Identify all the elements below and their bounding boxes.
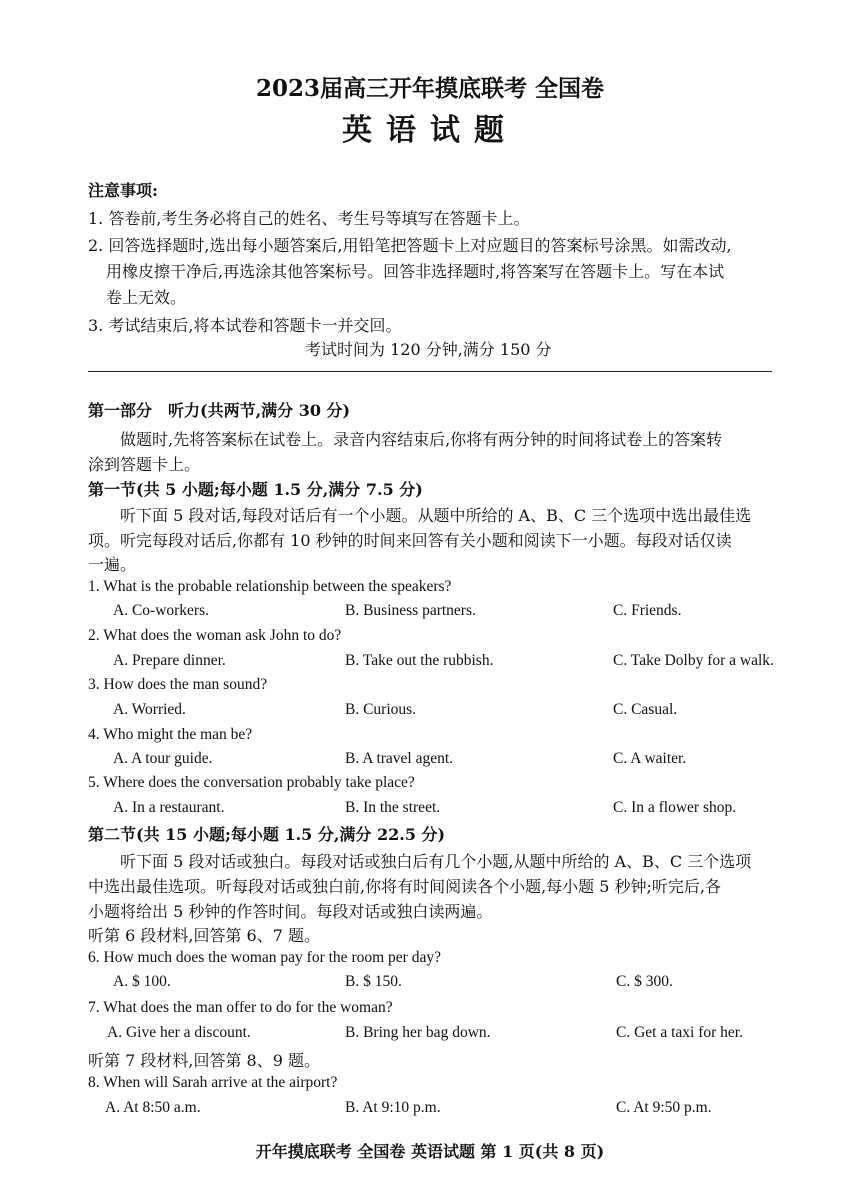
question-2-option-c: C. Take Dolby for a walk. <box>613 652 774 669</box>
question-3-option-b: B. Curious. <box>345 701 417 718</box>
question-6-stem: 6. How much does the woman pay for the room per day? <box>88 949 441 966</box>
section1-intro-line-2: 项。听完每段对话后,你都有 10 秒钟的时间来回答有关小题和阅读下一小题。每段对话仅读 <box>88 531 732 550</box>
question-7-option-a: A. Give her a discount. <box>107 1024 251 1041</box>
question-4-option-b: B. A travel agent. <box>345 750 454 767</box>
notes-item-2-line-2: 用橡皮擦干净后,再选涂其他答案标号。回答非选择题时,将答案写在答题卡上。写在本试 <box>106 262 725 281</box>
question-6-option-b: B. $ 150. <box>345 973 402 990</box>
question-1-option-a: A. Co-workers. <box>113 602 209 619</box>
section2-intro-line-3: 小题将给出 5 秒钟的作答时间。每段对话或独白读两遍。 <box>88 902 493 921</box>
question-5-option-a: A. In a restaurant. <box>113 799 225 816</box>
notes-item-2-line-3: 卷上无效。 <box>106 288 187 307</box>
question-4-option-a: A. A tour guide. <box>113 750 213 767</box>
section1-intro-line-1: 听下面 5 段对话,每段对话后有一个小题。从题中所给的 A、B、C 三个选项中选出最佳选 <box>120 506 752 525</box>
notes-item-3: 3. 考试结束后,将本试卷和答题卡一并交回。 <box>88 316 402 335</box>
question-1-option-b: B. Business partners. <box>345 602 476 619</box>
notes-heading: 注意事项: <box>88 181 158 200</box>
question-7-option-b: B. Bring her bag down. <box>345 1024 491 1041</box>
question-3-option-a: A. Worried. <box>113 701 186 718</box>
question-5-option-c: C. In a flower shop. <box>613 799 737 816</box>
question-5-option-b: B. In the street. <box>345 799 441 816</box>
question-6-option-c: C. $ 300. <box>616 973 673 990</box>
question-3-option-c: C. Casual. <box>613 701 678 718</box>
notes-item-1: 1. 答卷前,考生务必将自己的姓名、考生号等填写在答题卡上。 <box>88 209 530 228</box>
question-2-stem: 2. What does the woman ask John to do? <box>88 627 342 644</box>
exam-title: 2023届高三开年摸底联考 全国卷 <box>255 75 605 102</box>
question-4-stem: 4. Who might the man be? <box>88 726 253 743</box>
question-5-stem: 5. Where does the conversation probably take place? <box>88 774 415 791</box>
notes-item-2-line-1: 2. 回答选择题时,选出每小题答案后,用铅笔把答题卡上对应题目的答案标号涂黑。如需改动, <box>88 236 732 255</box>
material-6-instruction: 听第 6 段材料,回答第 6、7 题。 <box>88 926 320 945</box>
part1-intro-line-1: 做题时,先将答案标在试卷上。录音内容结束后,你将有两分钟的时间将试卷上的答案转 <box>120 430 723 449</box>
exam-time: 考试时间为 120 分钟,满分 150 分 <box>305 340 552 359</box>
question-8-option-c: C. At 9:50 p.m. <box>616 1099 712 1116</box>
question-8-stem: 8. When will Sarah arrive at the airport? <box>88 1074 338 1091</box>
question-2-option-b: B. Take out the rubbish. <box>345 652 494 669</box>
question-7-stem: 7. What does the man offer to do for the woman? <box>88 999 393 1016</box>
section2-intro-line-1: 听下面 5 段对话或独白。每段对话或独白后有几个小题,从题中所给的 A、B、C 三个选项 <box>120 852 752 871</box>
question-7-option-c: C. Get a taxi for her. <box>616 1024 743 1041</box>
section2-intro-line-2: 中选出最佳选项。听每段对话或独白前,你将有时间阅读各个小题,每小题 5 秒钟;听完后,各 <box>88 877 722 896</box>
question-6-option-a: A. $ 100. <box>113 973 171 990</box>
question-1-stem: 1. What is the probable relationship between the speakers? <box>88 578 452 595</box>
part1-heading: 第一部分 听力(共两节,满分 30 分) <box>88 401 351 420</box>
section1-heading: 第一节(共 5 小题;每小题 1.5 分,满分 7.5 分) <box>88 480 423 499</box>
question-4-option-c: C. A waiter. <box>613 750 687 767</box>
question-1-option-c: C. Friends. <box>613 602 682 619</box>
part1-intro-line-2: 涂到答题卡上。 <box>88 455 201 474</box>
question-3-stem: 3. How does the man sound? <box>88 676 268 693</box>
page-footer: 开年摸底联考 全国卷 英语试题 第 1 页(共 8 页) <box>255 1142 605 1161</box>
question-8-option-a: A. At 8:50 a.m. <box>105 1099 201 1116</box>
section1-intro-line-3: 一遍。 <box>88 555 137 574</box>
divider-line <box>88 371 772 372</box>
material-7-instruction: 听第 7 段材料,回答第 8、9 题。 <box>88 1051 320 1070</box>
question-8-option-b: B. At 9:10 p.m. <box>345 1099 441 1116</box>
section2-heading: 第二节(共 15 小题;每小题 1.5 分,满分 22.5 分) <box>88 825 446 844</box>
question-2-option-a: A. Prepare dinner. <box>113 652 226 669</box>
subject-title: 英语试题 <box>342 113 518 148</box>
